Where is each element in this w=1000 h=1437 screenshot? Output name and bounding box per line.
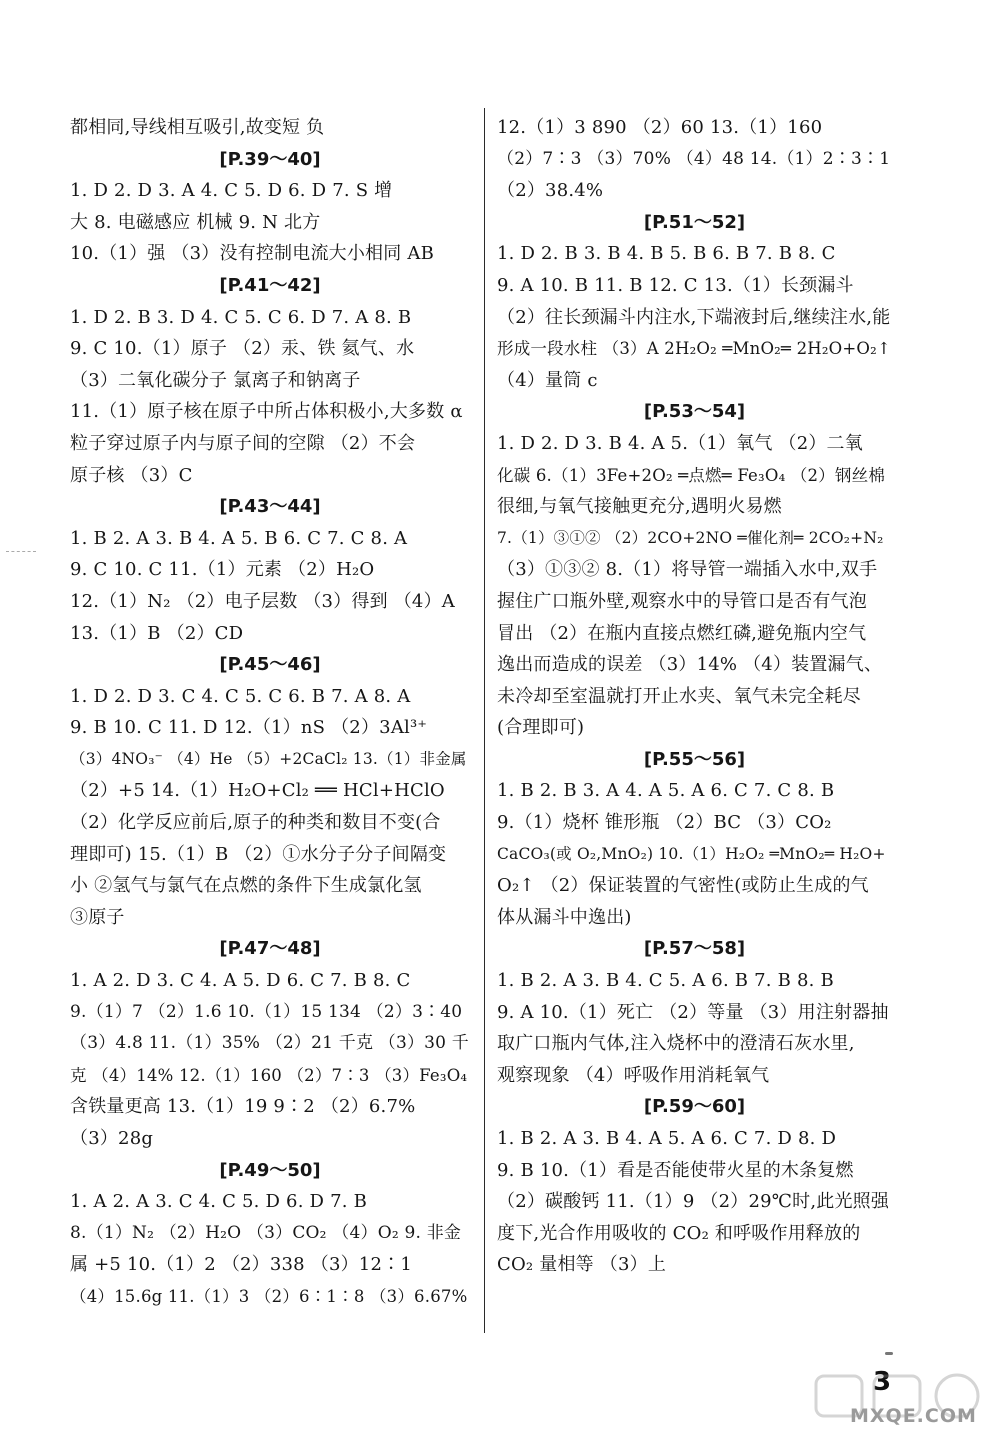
margin-mark <box>6 551 36 554</box>
answer-line: 未冷却至室温就打开止水夹、氧气未完全耗尽 <box>497 685 861 707</box>
answer-line: 1. D 2. B 3. D 4. C 5. C 6. D 7. A 8. B <box>70 306 412 328</box>
answer-line: CO₂ 量相等 （3）上 <box>497 1254 667 1276</box>
answer-line: 12.（1）N₂ （2）电子层数 （3）得到 （4）A <box>70 590 455 612</box>
section-header: [P.47～48] <box>219 938 321 960</box>
answer-line: 观察现象 （4）呼吸作用消耗氧气 <box>497 1064 770 1086</box>
answer-line: 含铁量更高 13.（1）19 9∶2 （2）6.7% <box>70 1096 416 1118</box>
answer-line: （2）碳酸钙 11.（1）9 （2）29℃时,此光照强 <box>497 1191 890 1213</box>
answer-line: （3）①③② 8.（1）将导管一端插入水中,双手 <box>497 559 878 581</box>
answer-line: 大 8. 电磁感应 机械 9. N 北方 <box>70 211 321 233</box>
answer-line: 8.（1）N₂ （2）H₂O （3）CO₂ （4）O₂ 9. 非金 <box>70 1222 462 1243</box>
answer-line: （3）28g <box>70 1128 154 1149</box>
answer-line: 1. A 2. D 3. C 4. A 5. D 6. C 7. B 8. C <box>70 970 411 992</box>
page-number: 3 <box>873 1367 892 1397</box>
answer-line: 理即可) 15.（1）B （2）①水分子分子间隔变 <box>70 843 447 865</box>
answer-line: 9.（1）7 （2）1.6 10.（1）15 134 （2）3∶40 <box>70 1001 463 1022</box>
answer-line: 1. B 2. A 3. B 4. C 5. A 6. B 7. B 8. B <box>497 970 834 992</box>
answer-line: 取广口瓶内气体,注入烧杯中的澄清石灰水里, <box>497 1033 855 1055</box>
answer-line: 小 ②氢气与氯气在点燃的条件下生成氯化氢 <box>70 875 422 897</box>
answer-line: （2）38.4% <box>497 180 604 202</box>
answer-line: 克 （4）14% 12.（1）160 （2）7∶3 （3）Fe₃O₄ <box>70 1065 468 1085</box>
section-header: [P.59～60] <box>643 1096 746 1118</box>
answer-line: CaCO₃(或 O₂,MnO₂) 10.（1）H₂O₂ ═MnO₂═ H₂O+ <box>497 844 886 863</box>
answer-line: 9.（1）烧杯 锥形瓶 （2）BC （3）CO₂ <box>497 812 832 834</box>
answer-line: 7.（1）③①② （2）2CO+2NO ═催化剂═ 2CO₂+N₂ <box>497 528 884 547</box>
answer-line: 属 +5 10.（1）2 （2）338 （3）12∶1 <box>70 1254 412 1276</box>
section-header: [P.57～58] <box>643 938 746 960</box>
answer-line: 12.（1）3 890 （2）60 13.（1）160 <box>497 117 823 138</box>
page-mark <box>885 1352 893 1355</box>
answer-line: O₂↑ （2）保证装置的气密性(或防止生成的气 <box>497 875 869 897</box>
answer-line: 逸出而造成的误差 （3）14% （4）装置漏气、 <box>497 654 883 676</box>
answer-line: ③原子 <box>70 906 125 928</box>
answer-line: 1. D 2. B 3. B 4. B 5. B 6. B 7. B 8. C <box>497 243 836 265</box>
answer-column-right <box>497 112 892 1281</box>
answer-line: （2）化学反应前后,原子的种类和数目不变(合 <box>70 812 441 834</box>
section-header: [P.45～46] <box>219 654 321 676</box>
answer-line: (合理即可) <box>497 717 585 739</box>
answer-line: （3）4.8 11.（1）35% （2）21 千克 （3）30 千 <box>70 1033 470 1054</box>
section-header: [P.43～44] <box>219 496 321 518</box>
answer-line: 度下,光合作用吸收的 CO₂ 和呼吸作用释放的 <box>497 1222 861 1244</box>
answer-line: （3）4NO₃⁻ （4）He （5）+2CaCl₂ 13.（1）非金属 <box>70 749 467 768</box>
section-header: [P.53～54] <box>643 401 746 423</box>
answer-line: 1. B 2. A 3. B 4. A 5. B 6. C 7. C 8. A <box>70 527 408 549</box>
answer-line: 1. B 2. A 3. B 4. A 5. A 6. C 7. D 8. D <box>497 1128 837 1149</box>
answer-line: 冒出 （2）在瓶内直接点燃红磷,避免瓶内空气 <box>497 622 867 644</box>
answer-line: 9. B 10. C 11. D 12.（1）nS （2）3Al³⁺ <box>70 717 428 739</box>
answer-line: 11.（1）原子核在原子中所占体积极小,大多数 α <box>70 401 463 423</box>
answer-line: 1. D 2. D 3. A 4. C 5. D 6. D 7. S 增 <box>70 180 393 202</box>
answer-line: 9. A 10. B 11. B 12. C 13.（1）长颈漏斗 <box>497 274 854 296</box>
answer-line: 9. A 10.（1）死亡 （2）等量 （3）用注射器抽 <box>497 1001 889 1023</box>
answer-line: 1. B 2. B 3. A 4. A 5. A 6. C 7. C 8. B <box>497 780 835 802</box>
answer-line: （3）二氧化碳分子 氯离子和钠离子 <box>70 369 361 391</box>
answer-line: （4）15.6g 11.（1）3 （2）6∶1∶8 （3）6.67% <box>70 1286 468 1306</box>
answer-line: 9. B 10.（1）看是否能使带火星的木条复燃 <box>497 1159 854 1181</box>
section-header: [P.41～42] <box>219 274 321 296</box>
answer-line: 1. D 2. D 3. C 4. C 5. C 6. B 7. A 8. A <box>70 685 411 707</box>
answer-line: 化碳 6.（1）3Fe+2O₂ ═点燃═ Fe₃O₄ （2）钢丝棉 <box>497 465 886 485</box>
answer-line: 1. D 2. D 3. B 4. A 5.（1）氧气 （2）二氧 <box>497 432 863 454</box>
answer-line: 10.（1）强 （3）没有控制电流大小相同 AB <box>70 243 434 265</box>
answer-line: 粒子穿过原子内与原子间的空隙 （2）不会 <box>70 432 416 454</box>
answer-line: （2）往长颈漏斗内注水,下端液封后,继续注水,能 <box>497 306 891 328</box>
answer-line: （2）7∶3 （3）70% （4）48 14.（1）2∶3∶1 <box>497 148 891 169</box>
answer-line: （4）量筒 c <box>497 369 598 391</box>
answer-line: 9. C 10. C 11.（1）元素 （2）H₂O <box>70 559 375 581</box>
section-header: [P.39～40] <box>219 148 321 170</box>
section-header: [P.49～50] <box>219 1159 321 1181</box>
answer-line: 都相同,导线相互吸引,故变短 负 <box>70 117 325 138</box>
column-divider <box>484 108 485 1333</box>
answer-column-left <box>70 112 470 1313</box>
section-header: [P.51～52] <box>643 211 746 233</box>
answer-line: （2）+5 14.（1）H₂O+Cl₂ ══ HCl+HClO <box>70 780 445 802</box>
answer-line: 握住广口瓶外壁,观察水中的导管口是否有气泡 <box>497 590 867 612</box>
answer-line: 13.（1）B （2）CD <box>70 622 244 644</box>
answer-line: 9. C 10.（1）原子 （2）汞、铁 氦气、水 <box>70 338 415 360</box>
answer-line: 很细,与氧气接触更充分,遇明火易燃 <box>497 496 782 518</box>
answer-line: 体从漏斗中逸出) <box>497 906 632 928</box>
section-header: [P.55～56] <box>643 748 746 770</box>
answer-line: 形成一段水柱 （3）A 2H₂O₂ ═MnO₂═ 2H₂O+O₂↑ <box>497 339 891 359</box>
answer-line: 1. A 2. A 3. C 4. C 5. D 6. D 7. B <box>70 1191 368 1213</box>
watermark-url: MXQE.COM <box>850 1405 977 1427</box>
answer-line: 原子核 （3）C <box>70 464 193 486</box>
